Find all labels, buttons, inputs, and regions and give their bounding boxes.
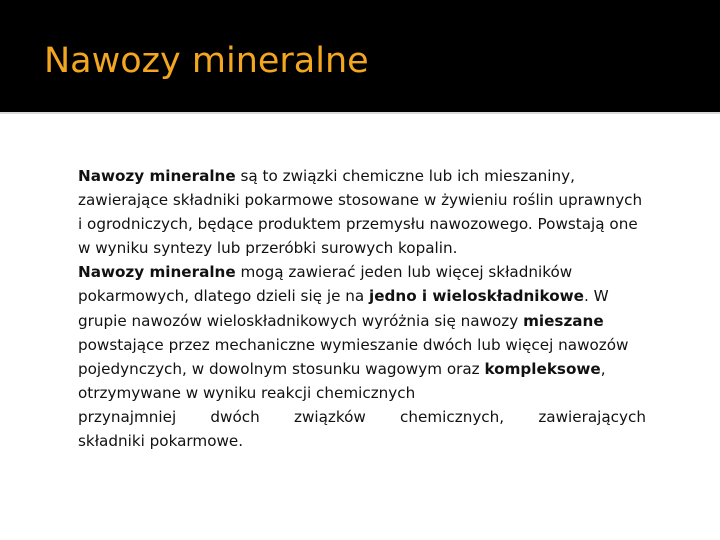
title-bar <box>0 0 720 112</box>
paragraph-text: , otrzymywane w wyniku reakcji chemicznych <box>78 359 606 402</box>
paragraph-justified-line: przynajmniej dwóch związków chemicznych, zawierających <box>78 407 646 426</box>
term-bold: Nawozy mineralne <box>78 263 236 282</box>
paragraph-definition <box>78 164 646 260</box>
paragraph-classification <box>78 260 646 405</box>
paragraph-text: . W grupie nawozów wieloskładnikowych wyróżnia się nawozy <box>78 287 609 330</box>
bold-phrase: mieszane <box>523 311 604 330</box>
paragraph-text: powstające przez mechaniczne wymieszanie dwóch lub więcej nawozów pojedynczych, w dowolnym stosunku wagowym oraz <box>78 335 629 378</box>
term-bold: Nawozy mineralne <box>78 167 236 185</box>
slide-title: Nawozy mineralne <box>44 41 369 81</box>
slide-body <box>78 164 646 453</box>
paragraph-text: są to związki chemiczne lub ich mieszaniny, zawierające składniki pokarmowe stosowane w żywieniu roślin uprawnych i ogrodniczych, będące produktem przemysłu nawozowego. Powstają one w wyniku syntezy lub przeróbki surowych kopalin. <box>78 167 643 258</box>
paragraph-text: mogą zawierać jeden lub więcej składników pokarmowych, dlatego dzieli się je na <box>78 263 573 306</box>
title-divider-line <box>0 114 720 115</box>
bold-phrase: jedno i wieloskładnikowe <box>369 287 584 306</box>
paragraph-last-line: składniki pokarmowe. <box>78 432 244 451</box>
bold-phrase: kompleksowe <box>484 359 601 378</box>
